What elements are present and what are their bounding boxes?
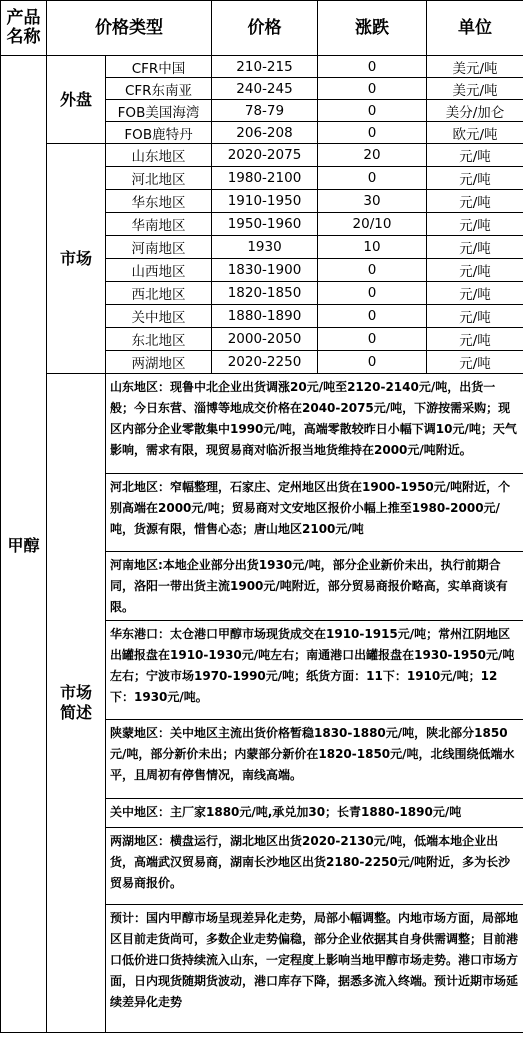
row-change: 0 bbox=[318, 351, 427, 374]
row-name: 华东地区 bbox=[106, 190, 212, 213]
row-price: 1910-1950 bbox=[212, 190, 318, 213]
row-unit: 元/吨 bbox=[427, 259, 523, 282]
summary-row bbox=[1, 374, 523, 474]
summary-paragraph: 两湖地区：横盘运行，湖北地区出货2020-2130元/吨，低端本地企业出货，高端武汉贸易商，湖南长沙地区出货2180-2250元/吨附近，多为长沙贸易商报价。 bbox=[106, 828, 523, 905]
row-unit: 元/吨 bbox=[427, 282, 523, 305]
row-price: 210-215 bbox=[212, 56, 318, 78]
row-price: 1950-1960 bbox=[212, 213, 318, 236]
summary-label-line1: 市场 bbox=[59, 683, 92, 702]
row-price: 1880-1890 bbox=[212, 305, 318, 328]
row-name: 山西地区 bbox=[106, 259, 212, 282]
row-name: CFR东南亚 bbox=[106, 78, 212, 100]
row-unit: 元/吨 bbox=[427, 213, 523, 236]
table-row bbox=[1, 144, 523, 167]
group-external-label: 外盘 bbox=[47, 56, 106, 144]
row-unit: 元/吨 bbox=[427, 167, 523, 190]
row-name: 东北地区 bbox=[106, 328, 212, 351]
row-change: 0 bbox=[318, 167, 427, 190]
summary-paragraph: 河南地区:本地企业部分出货1930元/吨，部分企业新价未出，执行前期合同，洛阳一带出货主流1900元/吨附近，部分贸易商报价略高，实单商谈有限。 bbox=[106, 552, 523, 621]
row-change: 0 bbox=[318, 282, 427, 305]
row-unit: 元/吨 bbox=[427, 236, 523, 259]
row-change: 0 bbox=[318, 56, 427, 78]
row-price: 206-208 bbox=[212, 122, 318, 144]
row-price: 2020-2250 bbox=[212, 351, 318, 374]
row-change: 0 bbox=[318, 122, 427, 144]
summary-paragraph: 河北地区：窄幅整理，石家庄、定州地区出货在1900-1950元/吨附近，个别高端在2000元/吨；贸易商对文安地区报价小幅上推至1980-2000元/吨，货源有限，惜售心态；唐山地区2100元/吨 bbox=[106, 474, 523, 552]
summary-paragraph: 陕蒙地区：关中地区主流出货价格暂稳1830-1880元/吨，陕北部分1850元/吨，部分新价未出；内蒙部分新价在1820-1850元/吨，北线围绕低端水平，且周初有停售情况，南线高端。 bbox=[106, 720, 523, 799]
summary-paragraph: 关中地区：主厂家1880元/吨,承兑加30；长青1880-1890元/吨 bbox=[106, 799, 523, 828]
row-change: 0 bbox=[318, 100, 427, 122]
row-name: 华南地区 bbox=[106, 213, 212, 236]
row-price: 1820-1850 bbox=[212, 282, 318, 305]
row-change: 30 bbox=[318, 190, 427, 213]
row-change: 0 bbox=[318, 305, 427, 328]
row-unit: 元/吨 bbox=[427, 190, 523, 213]
row-price: 1930 bbox=[212, 236, 318, 259]
row-change: 20/10 bbox=[318, 213, 427, 236]
row-name: CFR中国 bbox=[106, 56, 212, 78]
row-unit: 美元/吨 bbox=[427, 78, 523, 100]
row-name: 河北地区 bbox=[106, 167, 212, 190]
row-unit: 欧元/吨 bbox=[427, 122, 523, 144]
row-name: 两湖地区 bbox=[106, 351, 212, 374]
group-market-label: 市场 bbox=[47, 144, 106, 374]
header-price: 价格 bbox=[212, 1, 318, 56]
product-name: 甲醇 bbox=[1, 56, 47, 1033]
summary-paragraph: 预计：国内甲醇市场呈现差异化走势，局部小幅调整。内地市场方面，局部地区目前走货尚可，多数企业走势偏稳，部分企业依据其自身供需调整；目前港口低价进口货持续流入山东，一定程度上影响当地甲醇市场走势。港口市场方面，日内现货随期货波动，港口库存下降，据悉多流入终端。预计近期市场延续差异化走势 bbox=[106, 905, 523, 1033]
row-change: 0 bbox=[318, 78, 427, 100]
row-price: 1830-1900 bbox=[212, 259, 318, 282]
header-product: 产品名称 bbox=[1, 1, 47, 56]
row-name: FOB美国海湾 bbox=[106, 100, 212, 122]
row-name: 关中地区 bbox=[106, 305, 212, 328]
header-type: 价格类型 bbox=[47, 1, 212, 56]
row-unit: 元/吨 bbox=[427, 351, 523, 374]
summary-label-line2: 简述 bbox=[59, 703, 92, 722]
summary-paragraph: 华东港口：太仓港口甲醇市场现货成交在1910-1915元/吨；常州江阴地区出罐报盘在1910-1930元/吨左右；南通港口出罐报盘在1930-1950元/吨左右；宁波市场1970-1990元/吨；纸货方面：11下：1910元/吨；12下：1930元/吨。 bbox=[106, 621, 523, 720]
row-name: 河南地区 bbox=[106, 236, 212, 259]
row-unit: 美元/吨 bbox=[427, 56, 523, 78]
group-summary-label bbox=[47, 374, 106, 1033]
row-price: 1980-2100 bbox=[212, 167, 318, 190]
row-price: 2000-2050 bbox=[212, 328, 318, 351]
row-price: 2020-2075 bbox=[212, 144, 318, 167]
row-change: 0 bbox=[318, 259, 427, 282]
row-name: 山东地区 bbox=[106, 144, 212, 167]
row-change: 10 bbox=[318, 236, 427, 259]
header-unit: 单位 bbox=[427, 1, 523, 56]
row-unit: 美分/加仑 bbox=[427, 100, 523, 122]
row-name: 西北地区 bbox=[106, 282, 212, 305]
row-price: 240-245 bbox=[212, 78, 318, 100]
summary-paragraph: 山东地区：现鲁中北企业出货调涨20元/吨至2120-2140元/吨，出货一般；今日东营、淄博等地成交价格在2040-2075元/吨，下游按需采购；现区内部分企业零散集中1990元/吨，高端零散较昨日小幅下调10元/吨；天气影响，需求有限，现贸易商对临沂报当地货维持在2000元/吨附近。 bbox=[106, 374, 523, 474]
header-change: 涨跌 bbox=[318, 1, 427, 56]
row-unit: 元/吨 bbox=[427, 328, 523, 351]
row-name: FOB鹿特丹 bbox=[106, 122, 212, 144]
header-row bbox=[1, 1, 523, 56]
row-change: 20 bbox=[318, 144, 427, 167]
table-row bbox=[1, 56, 523, 78]
row-change: 0 bbox=[318, 328, 427, 351]
row-unit: 元/吨 bbox=[427, 144, 523, 167]
row-price: 78-79 bbox=[212, 100, 318, 122]
row-unit: 元/吨 bbox=[427, 305, 523, 328]
